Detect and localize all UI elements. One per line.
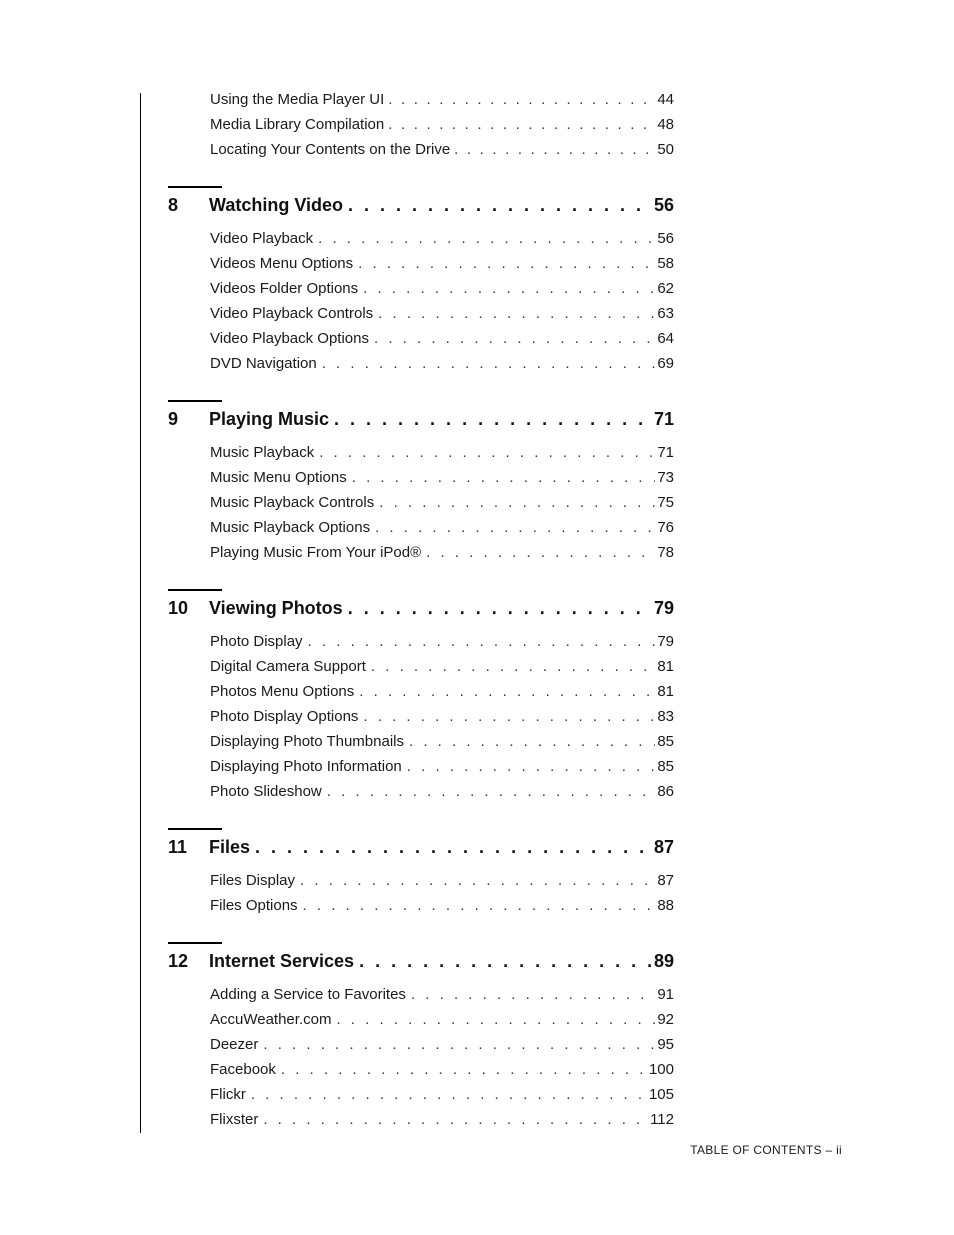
- toc-entry[interactable]: [210, 1107, 674, 1132]
- toc-entry-page: 81: [657, 658, 674, 675]
- toc-entry-title: Using the Media Player UI: [210, 91, 385, 108]
- toc-entry-page: 62: [657, 280, 674, 297]
- toc-entry-page: 76: [657, 519, 674, 536]
- chapter-heading[interactable]: [168, 946, 674, 976]
- chapter-entries: [168, 226, 674, 376]
- chapter-number: 10: [168, 598, 189, 618]
- chapter-heading[interactable]: [168, 593, 674, 623]
- dot-leader: [454, 137, 655, 162]
- toc-entry-page: 92: [657, 1011, 674, 1028]
- dot-leader: [322, 351, 656, 376]
- toc-entry[interactable]: [210, 1082, 674, 1107]
- chapter-title: Watching Video: [209, 195, 344, 215]
- chapter-title: Files: [209, 837, 251, 857]
- dot-leader: [378, 301, 655, 326]
- toc-entry-page: 71: [657, 444, 674, 461]
- toc-entry[interactable]: [210, 515, 674, 540]
- toc-entry-title: Adding a Service to Favorites: [210, 986, 406, 1003]
- chapter-title: Viewing Photos: [209, 598, 343, 618]
- chapter-entries: [168, 629, 674, 804]
- dot-leader: [359, 679, 655, 704]
- toc-entry-page: 81: [657, 683, 674, 700]
- toc-entry[interactable]: [210, 351, 674, 376]
- toc-entry-title: Photo Display Options: [210, 708, 359, 725]
- toc-entry-title: Photo Slideshow: [210, 783, 322, 800]
- toc-entry-page: 88: [657, 897, 674, 914]
- toc-entry-title: Files Display: [210, 872, 296, 889]
- toc-entry-title: Files Options: [210, 897, 298, 914]
- dot-leader: [263, 1107, 648, 1132]
- chapter-page: 71: [653, 409, 674, 429]
- dot-leader: [352, 465, 656, 490]
- dot-leader: [359, 946, 652, 976]
- toc-entry[interactable]: [210, 276, 674, 301]
- chapter-section: [168, 186, 674, 376]
- chapter-section: [168, 589, 674, 804]
- toc-entry[interactable]: [210, 440, 674, 465]
- dot-leader: [374, 326, 655, 351]
- dot-leader: [327, 779, 656, 804]
- toc-entry-page: 95: [657, 1036, 674, 1053]
- chapter-rule: [168, 828, 222, 830]
- toc-entry[interactable]: [210, 326, 674, 351]
- chapter-list: [168, 186, 674, 1132]
- toc-entry[interactable]: [210, 704, 674, 729]
- toc-entry-page: 63: [657, 305, 674, 322]
- dot-leader: [363, 276, 655, 301]
- toc-entry[interactable]: [210, 779, 674, 804]
- toc-entry[interactable]: [210, 137, 674, 162]
- toc-entry[interactable]: [210, 301, 674, 326]
- toc-entry-title: Music Menu Options: [210, 469, 347, 486]
- toc-entry[interactable]: [210, 490, 674, 515]
- toc-entry-page: 64: [657, 330, 674, 347]
- dot-leader: [251, 1082, 647, 1107]
- toc-entry-page: 75: [657, 494, 674, 511]
- dot-leader: [300, 868, 655, 893]
- dot-leader: [318, 226, 655, 251]
- toc-entry-page: 112: [650, 1111, 674, 1128]
- dot-leader: [334, 404, 652, 434]
- chapter-number: 11: [168, 837, 188, 857]
- dot-leader: [371, 654, 655, 679]
- toc-entry[interactable]: [210, 868, 674, 893]
- toc-entry[interactable]: [210, 654, 674, 679]
- chapter-page: 56: [653, 195, 674, 215]
- dot-leader: [281, 1057, 647, 1082]
- toc-entry-title: Flickr: [210, 1086, 246, 1103]
- margin-rule: [140, 93, 141, 1133]
- toc-entry[interactable]: [210, 226, 674, 251]
- toc-entry-page: 100: [648, 1061, 674, 1078]
- dot-leader: [358, 251, 655, 276]
- toc-entry-page: 69: [657, 355, 674, 372]
- toc-entry-page: 87: [657, 872, 674, 889]
- dot-leader: [375, 515, 655, 540]
- intro-entries: [168, 87, 674, 162]
- toc-entry-page: 105: [648, 1086, 674, 1103]
- chapter-entries: [168, 982, 674, 1132]
- dot-leader: [379, 490, 655, 515]
- chapter-entries: [168, 440, 674, 565]
- chapter-entries: [168, 868, 674, 918]
- toc-entry[interactable]: [210, 982, 674, 1007]
- toc-entry-title: Media Library Compilation: [210, 116, 385, 133]
- chapter-heading[interactable]: [168, 832, 674, 862]
- toc-entry-page: 73: [657, 469, 674, 486]
- chapter-title: Playing Music: [209, 409, 330, 429]
- dot-leader: [363, 704, 655, 729]
- chapter-section: [168, 942, 674, 1132]
- toc-entry-title: Displaying Photo Thumbnails: [210, 733, 404, 750]
- toc-entry-page: 56: [657, 230, 674, 247]
- dot-leader: [348, 190, 652, 220]
- toc-entry-title: Music Playback Controls: [210, 494, 375, 511]
- toc-entry-title: Deezer: [210, 1036, 259, 1053]
- toc-entry-page: 91: [657, 986, 674, 1003]
- toc-entry[interactable]: [210, 1057, 674, 1082]
- chapter-heading[interactable]: [168, 190, 674, 220]
- toc-entry[interactable]: [210, 679, 674, 704]
- chapter-title: Internet Services: [209, 951, 355, 971]
- toc-entry-title: Video Playback Options: [210, 330, 369, 347]
- chapter-rule: [168, 942, 222, 944]
- table-of-contents: [168, 87, 674, 1142]
- toc-entry-title: Video Playback Controls: [210, 305, 374, 322]
- chapter-heading[interactable]: [168, 404, 674, 434]
- toc-entry-title: Displaying Photo Information: [210, 758, 402, 775]
- toc-entry[interactable]: [210, 251, 674, 276]
- toc-entry-page: 78: [657, 544, 674, 561]
- toc-entry-title: Flixster: [210, 1111, 259, 1128]
- toc-entry-title: AccuWeather.com: [210, 1011, 332, 1028]
- toc-entry-title: Music Playback Options: [210, 519, 371, 536]
- chapter-number: 8: [168, 195, 179, 215]
- toc-entry-title: Playing Music From Your iPod®: [210, 544, 422, 561]
- toc-entry-page: 83: [657, 708, 674, 725]
- toc-entry-page: 79: [657, 633, 674, 650]
- toc-entry[interactable]: [210, 540, 674, 565]
- dot-leader: [411, 982, 655, 1007]
- chapter-rule: [168, 186, 222, 188]
- dot-leader: [255, 832, 652, 862]
- dot-leader: [348, 593, 652, 623]
- toc-entry-title: Digital Camera Support: [210, 658, 366, 675]
- chapter-page: 79: [653, 598, 674, 618]
- toc-entry-page: 86: [657, 783, 674, 800]
- toc-entry-title: Video Playback: [210, 230, 314, 247]
- toc-entry-page: 50: [657, 141, 674, 158]
- dot-leader: [409, 729, 655, 754]
- dot-leader: [263, 1032, 655, 1057]
- chapter-number: 9: [168, 409, 179, 429]
- toc-entry[interactable]: [210, 112, 674, 137]
- dot-leader: [388, 112, 655, 137]
- toc-entry[interactable]: [210, 1007, 674, 1032]
- toc-entry[interactable]: [210, 893, 674, 918]
- toc-entry-title: Photos Menu Options: [210, 683, 355, 700]
- toc-entry-page: 85: [657, 758, 674, 775]
- toc-entry-title: Music Playback: [210, 444, 315, 461]
- dot-leader: [336, 1007, 655, 1032]
- dot-leader: [407, 754, 656, 779]
- toc-entry-page: 48: [657, 116, 674, 133]
- chapter-section: [168, 400, 674, 565]
- toc-entry-title: Videos Folder Options: [210, 280, 359, 297]
- toc-entry[interactable]: [210, 1032, 674, 1057]
- dot-leader: [308, 629, 656, 654]
- toc-entry-page: 85: [657, 733, 674, 750]
- dot-leader: [426, 540, 655, 565]
- toc-entry-page: 44: [657, 91, 674, 108]
- chapter-number: 12: [168, 951, 189, 971]
- dot-leader: [303, 893, 656, 918]
- chapter-page: 89: [653, 951, 674, 971]
- toc-entry-title: Facebook: [210, 1061, 276, 1078]
- toc-entry-title: DVD Navigation: [210, 355, 317, 372]
- dot-leader: [319, 440, 655, 465]
- toc-entry[interactable]: [210, 629, 674, 654]
- toc-entry-page: 58: [657, 255, 674, 272]
- chapter-rule: [168, 589, 222, 591]
- toc-entry[interactable]: [210, 754, 674, 779]
- toc-entry-title: Photo Display: [210, 633, 303, 650]
- toc-entry[interactable]: [210, 87, 674, 112]
- toc-entry[interactable]: [210, 465, 674, 490]
- chapter-rule: [168, 400, 222, 402]
- toc-entry[interactable]: [210, 729, 674, 754]
- chapter-page: 87: [653, 837, 674, 857]
- page-footer: TABLE OF CONTENTS – ii: [690, 1143, 842, 1157]
- toc-entry-title: Locating Your Contents on the Drive: [210, 141, 451, 158]
- dot-leader: [388, 87, 655, 112]
- chapter-section: [168, 828, 674, 918]
- toc-entry-title: Videos Menu Options: [210, 255, 354, 272]
